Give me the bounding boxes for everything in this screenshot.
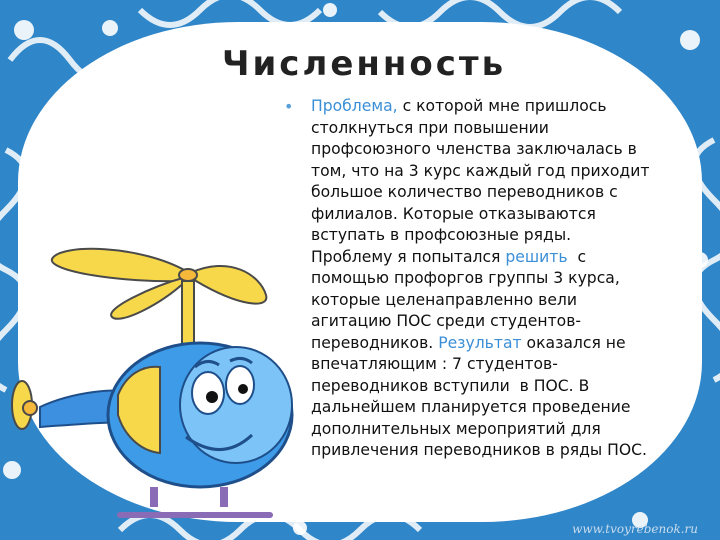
paragraph-line — [311, 419, 694, 441]
paragraph-line — [311, 440, 694, 462]
paragraph-text: том, что на 3 курс каждый год приходит — [311, 161, 650, 180]
paragraph-line — [311, 333, 694, 355]
paragraph-line — [311, 290, 694, 312]
paragraph-line — [311, 161, 694, 183]
bullet-item — [284, 96, 694, 462]
paragraph-text: дальнейшем планируется проведение — [311, 398, 631, 416]
paragraph-text: Проблему я попытался — [311, 247, 506, 266]
paragraph-text: с — [567, 247, 587, 266]
paragraph-text: большое количество переводников с — [311, 183, 618, 201]
paragraph-text: профсоюзного членства заключалась в — [311, 140, 637, 158]
paragraph-line — [311, 139, 694, 161]
highlighted-word: решить — [505, 247, 568, 266]
paragraph-line — [311, 397, 694, 419]
paragraph-text: вступать в профсоюзные ряды. — [311, 226, 572, 244]
paragraph-line — [311, 376, 694, 398]
paragraph-text: впечатляющим : 7 студентов- — [311, 355, 558, 373]
watermark: www.tvoyrebenok.ru — [572, 522, 698, 536]
paragraph-line — [311, 204, 694, 226]
paragraph-line — [311, 311, 694, 333]
paragraph-text: помощью профоргов группы 3 курса, — [311, 269, 620, 287]
paragraph-text: которые целенаправленно вели — [311, 290, 578, 309]
paragraph-text: филиалов. Которые отказываются — [311, 204, 596, 223]
paragraph-text: оказался не — [521, 333, 626, 352]
bullet-text — [311, 96, 694, 462]
slide-title: Численность — [222, 44, 507, 84]
paragraph-line — [311, 225, 694, 247]
paragraph-line — [311, 182, 694, 204]
bullet-dot-icon: • — [284, 97, 294, 116]
paragraph-line — [311, 96, 694, 118]
paragraph-text: переводников. — [311, 333, 439, 352]
paragraph-line — [311, 118, 694, 140]
helicopter-icon — [0, 225, 300, 540]
highlighted-word: Результат — [438, 333, 522, 352]
paragraph-text: переводников вступили в ПОС. В — [311, 376, 590, 395]
paragraph-text: дополнительных мероприятий для — [311, 419, 601, 438]
paragraph-line — [311, 268, 694, 290]
paragraph-text: с которой мне пришлось — [397, 97, 607, 115]
paragraph-line — [311, 354, 694, 376]
paragraph-line — [311, 247, 694, 269]
paragraph-text: столкнуться при повышении — [311, 118, 549, 137]
paragraph-text: привлечения переводников в ряды ПОС. — [311, 441, 648, 459]
highlighted-word: Проблема, — [311, 97, 398, 115]
paragraph-text: агитацию ПОС среди студентов- — [311, 312, 582, 330]
